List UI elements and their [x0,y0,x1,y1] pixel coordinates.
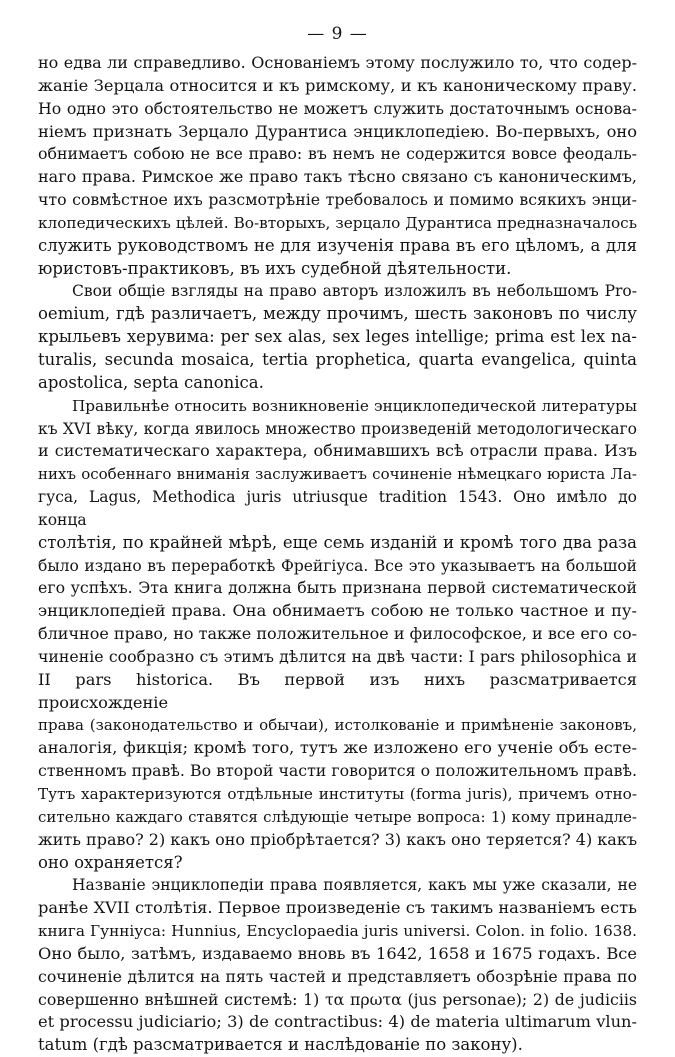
text-line: tatum (гдѣ разсматривается и наслѣдованіе по закону). [38,1035,523,1055]
text-line: turalis, secunda mosaica, tertia prophetica, quarta evangelica, quinta [38,349,637,369]
text-line: ніемъ признать Зерцало Дурантиса энциклопедіею. Во-первыхъ, оно [38,121,637,141]
text-line: жить право? 2) какъ оно пріобрѣтается? 3) какъ оно теряется? 4) какъ [38,829,637,849]
text-line: сительно каждаго ставятся слѣдующіе четыре вопроса: 1) кому принадле- [38,807,637,826]
text-line: аналогія, фикція; кромѣ того, тутъ же изложено его ученіе объ есте- [38,738,637,758]
text-line: Названіе энциклопедіи права появляется, какъ мы уже сказали, не [72,876,637,895]
text-line: къ XVI вѣку, когда явилось множество произведеній методологическаго [38,419,637,438]
text-line: клопедическихъ цѣлей. Во-вторыхъ, зерцало Дурантиса предназначалось [38,213,637,232]
text-line: и систематическаго характера, обнимавшихъ всѣ отрасли права. Изъ [38,441,637,461]
text-line: гуса, Lagus, Methodica juris utriusque tradition 1543. Оно имѣло до конца [38,488,637,529]
paragraph [38,874,637,1057]
text-line: II pars historica. Въ первой изъ нихъ разсматривается происхожденіе [38,669,637,712]
text-line: энциклопедіей права. Она обнимаетъ собою не только частное и пу- [38,601,637,621]
text-line: служить руководствомъ не для изученія права въ его цѣломъ, а для [38,235,637,255]
text-line: ранѣе XVII столѣтія. Первое произведеніе съ такимъ названіемъ есть [38,898,637,918]
text-line: чиненіе сообразно съ этимъ дѣлится на двѣ части: I pars philosophica и [38,646,637,666]
text-line: но едва ли справедливо. Основаніемъ этому послужило то, что содер- [38,53,637,72]
paragraph [38,395,637,875]
text-line: нихъ особеннаго вниманія заслуживаетъ сочиненіе нѣмецкаго юриста Ла- [38,465,637,484]
text-line: совершенно внѣшней системѣ: 1) τα πρωτα (jus personae); 2) de judiciis [38,989,637,1009]
text-line: обнимаетъ собою не все право: въ немъ не содержится вовсе феодаль- [38,144,637,164]
text-line: жаніе Зерцала относится и къ римскому, и къ каноническому праву. [38,75,637,95]
text-line: было издано въ переработкѣ Фрейгіуса. Все это указываетъ на большой [38,556,637,575]
text-line: оно охраняется? [38,852,183,872]
page-number: — 9 — [307,24,368,44]
text-line: сочиненіе дѣлится на пять частей и представляетъ обозрѣніе права по [38,966,637,986]
text-line: apostolica, septa canonica. [38,372,264,392]
text-line: права (законодательство и обычаи), истолкованіе и примѣненіе законовъ, [38,716,637,735]
text-line: et processu judiciario; 3) de contractibus: 4) de materia ultimarum vlun- [38,1012,637,1032]
text-line: юристовъ-практиковъ, въ ихъ судебной дѣятельности. [38,258,512,278]
paragraph [38,280,637,394]
text-line: книга Гунніуса: Hunnius, Encyclopaedia juris universi. Colon. in folio. 1638. [38,922,637,941]
text-line: бличное право, но также положительное и философское, и все его со- [38,624,637,644]
text-line: ственномъ правѣ. Во второй части говорится о положительномъ правѣ. [38,761,637,781]
text-line: крыльевъ херувима: per sex alas, sex leges intellige; prima est lex na- [38,327,637,347]
text-line: oemium, гдѣ различаетъ, между прочимъ, шесть законовъ по числу [38,304,637,324]
text-line: наго права. Римское же право такъ тѣсно связано съ каноническимъ, [38,167,637,187]
text-line: столѣтія, по крайней мѣрѣ, еще семь изданій и кромѣ того два раза [38,532,637,552]
text-line: Правильнѣе относить возникновеніе энциклопедической литературы [72,396,637,415]
paragraph [38,52,637,280]
body-text [38,52,637,1057]
text-line: Свои общіе взгляды на право авторъ изложилъ въ небольшомъ Pro- [72,282,637,301]
text-line: его успѣхъ. Эта книга должна быть признана первой систематической [38,578,637,598]
text-line: Оно было, затѣмъ, издаваемо вновь въ 1642, 1658 и 1675 годахъ. Все [38,943,637,963]
text-line: Но одно это обстоятельство не можетъ служить достаточнымъ основа- [38,98,637,118]
text-line: что совмѣстное ихъ разсмотрѣніе требовалось и помимо всякихъ энци- [38,190,637,210]
text-line: Тутъ характеризуются отдѣльные институты (forma juris), причемъ отно- [38,785,637,803]
